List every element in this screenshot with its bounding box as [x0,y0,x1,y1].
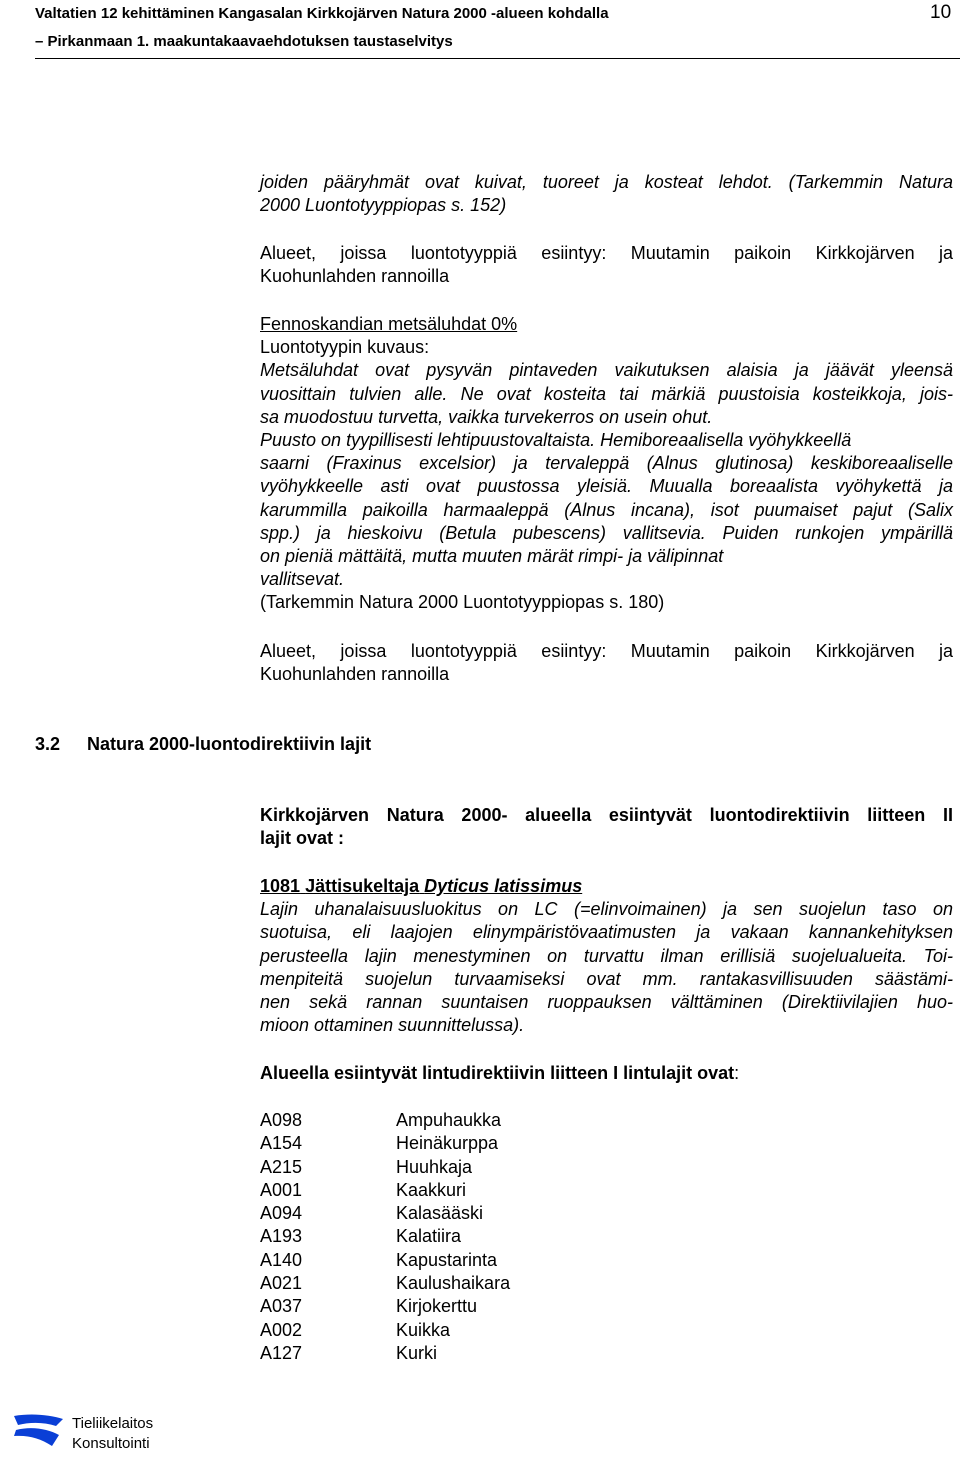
areas-line: Kuohunlahden rannoilla [260,266,450,287]
habitat-title: Fennoskandian metsäluhdat 0% [260,314,518,334]
habitat-line: saarni (Fraxinus excelsior) ja tervaleppä (Alnus glutinosa) keskiboreaaliselle [260,453,953,474]
bird-code: A215 [260,1156,303,1177]
bird-name: Kapustarinta [396,1249,498,1270]
bird-code: A037 [260,1296,303,1317]
habitat-line: vyöhykkeelle asti ovat puustossa yleisiä. Muualla boreaalista vyöhykettä ja [260,476,953,497]
intro-paragraph [260,171,953,217]
habitat-line: vuosittain tulvien alle. Ne ovat kosteita tai märkiä puustoisia kosteikkoja, jois- [260,383,953,404]
habitat-line: vallitsevat. [260,569,345,590]
species-name: Jättisukeltaja [305,876,420,896]
bird-name: Ampuhaukka [396,1110,502,1130]
annex2-intro-line: lajit ovat : [260,828,345,849]
habitat-line: on pieniä mättäitä, mutta muuten märät rimpi- ja välipinnat [260,546,724,567]
bird-name: Kaakkuri [396,1179,467,1200]
areas-paragraph-2 [260,640,953,686]
habitat-line: Metsäluhdat ovat pysyvän pintaveden vaikutuksen alaisia ja jäävät yleensä [260,360,953,381]
annex2-intro-line: Kirkkojärven Natura 2000- alueella esiintyvät luontodirektiivin liitteen II [260,805,953,825]
logo-swoosh-bottom [14,1428,59,1446]
habitat-desc-label: Luontotyypin kuvaus: [260,337,430,358]
species-line: mioon ottaminen suunnittelussa). [260,1015,525,1036]
bird-name: Kalatiira [396,1226,462,1247]
annex2-intro [260,804,953,850]
section-title: Natura 2000-luontodirektiivin lajit [87,734,372,754]
species-text [260,898,953,1037]
birds-heading-text: Alueella esiintyvät lintudirektiivin liitteen I lintulajit ovat [260,1063,735,1083]
bird-name: Kalasääski [396,1203,484,1224]
bird-code: A098 [260,1110,303,1130]
bird-name: Kuikka [396,1319,451,1340]
species-code: 1081 [260,876,301,896]
bird-row [260,1132,510,1155]
header-rule [35,58,960,59]
bird-code: A193 [260,1226,303,1247]
bird-name: Heinäkurppa [396,1133,499,1154]
bird-list [260,1109,510,1365]
bird-code: A154 [260,1133,303,1154]
species-line: perusteella lajin menestyminen on turvattu ilman erillisiä suojelualueita. Toi- [260,945,953,966]
intro-line: 2000 Luontotyyppiopas s. 152) [260,195,507,216]
birds-heading [260,1062,953,1085]
habitat-description [260,359,953,591]
header-title-line1: Valtatien 12 kehittäminen Kangasalan Kirkkojärven Natura 2000 -alueen kohdalla [35,5,609,22]
bird-row [260,1109,510,1132]
footer-org-line2: Konsultointi [72,1435,150,1452]
logo-swoosh-top [14,1415,63,1426]
bird-code: A001 [260,1179,303,1200]
habitat-line: Puusto on tyypillisesti lehtipuustovaltaista. Hemiboreaalisella vyöhykkeellä [260,430,852,451]
footer-org-line1: Tieliikelaitos [72,1415,154,1432]
areas-line: Kuohunlahden rannoilla [260,664,450,685]
habitat-block [260,313,953,615]
species-line: menpiteitä suojelun turvaamiseksi ovat mm. rantakasvillisuuden säästämi- [260,968,953,989]
page-number: 10 [930,2,952,23]
habitat-line: spp.) ja hieskoivu (Betula pubescens) vallitsevia. Puiden runkojen ympärillä [260,522,953,543]
bird-name: Huuhkaja [396,1156,473,1177]
birds-heading-colon: : [734,1063,740,1083]
bird-code: A002 [260,1319,303,1340]
bird-row [260,1319,510,1342]
bird-name: Kaulushaikara [396,1273,511,1294]
habitat-line: sa muodostuu turvetta, vaikka turvekerros on usein ohut. [260,406,713,427]
habitat-line: karummilla paikoilla harmaaleppä (Alnus incana), isot puumaiset pajut (Salix [260,499,953,520]
bird-row [260,1179,510,1202]
section-number: 3.2 [35,734,61,754]
species-block [260,875,953,1037]
species-line: Lajin uhanalaisuusluokitus on LC (=elinvoimainen) ja sen suojelun taso on [260,899,953,920]
intro-line: joiden pääryhmät ovat kuivat, tuoreet ja kosteat lehdot. (Tarkemmin Natura [260,172,953,192]
bird-code: A140 [260,1249,303,1270]
bird-row [260,1295,510,1318]
areas-paragraph-1 [260,242,953,288]
bird-code: A127 [260,1342,303,1363]
bird-row [260,1342,510,1365]
bird-row [260,1272,510,1295]
footer-org [72,1414,153,1454]
bird-row [260,1249,510,1272]
bird-name: Kirjokerttu [396,1296,478,1317]
areas-line: Alueet, joissa luontotyyppiä esiintyy: Muutamin paikoin Kirkkojärven ja [260,243,953,263]
bird-row [260,1225,510,1248]
tieliikelaitos-logo-icon [12,1413,64,1449]
section-heading [35,734,371,755]
bird-row [260,1156,510,1179]
bird-code: A021 [260,1273,303,1294]
areas-line: Alueet, joissa luontotyyppiä esiintyy: Muutamin paikoin Kirkkojärven ja [260,641,953,661]
header-title-line2: – Pirkanmaan 1. maakuntakaavaehdotuksen taustaselvitys [35,33,453,50]
species-latin: Dyticus latissimus [424,876,583,896]
habitat-reference: (Tarkemmin Natura 2000 Luontotyyppiopas s. 180) [260,592,665,613]
bird-name: Kurki [396,1342,438,1363]
bird-code: A094 [260,1203,303,1224]
species-line: nen sekä rannan suuntaisen ruoppauksen välttäminen (Direktiivilajien huo- [260,992,953,1013]
species-title [260,875,953,898]
species-line: suotuisa, eli laajojen elinympäristövaatimusten ja vakaan kannankehityksen [260,922,953,943]
bird-row [260,1202,510,1225]
